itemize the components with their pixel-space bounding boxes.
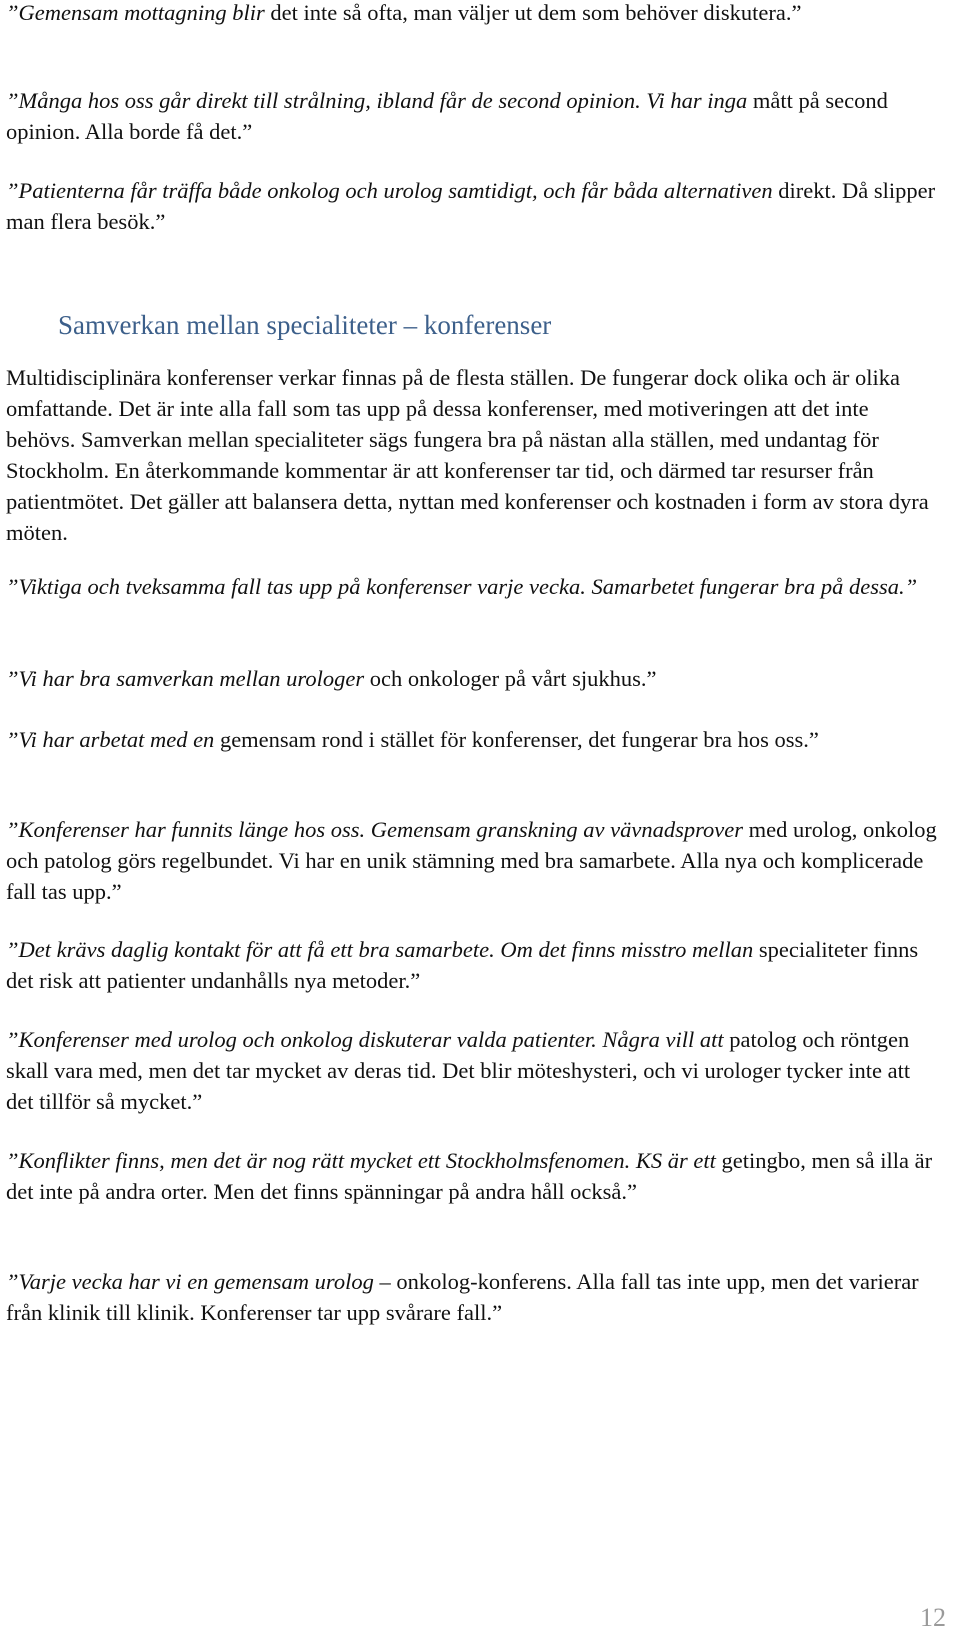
quote-3 [6, 175, 941, 237]
quote-3-italic: ”Patienterna får träffa både onkolog och urolog samtidigt, och får båda alternativen [6, 178, 773, 203]
quote-8-rest: specialiteter finns det risk att patienter undanhålls nya metoder.” [6, 937, 919, 993]
quote-9-rest: patolog och röntgen skall vara med, men det tar mycket av deras tid. Det blir möteshysteri, och vi urologer tycker inte att det tillför så mycket.” [6, 1027, 911, 1114]
section-heading: Samverkan mellan specialiteter – konferenser [58, 310, 552, 340]
quote-9 [6, 1024, 941, 1117]
quote-10 [6, 1145, 941, 1207]
quote-6-italic: ”Vi har arbetat med en [6, 727, 215, 752]
quote-11-rest: – onkolog-konferens. Alla fall tas inte upp, men det varierar från klinik till klinik. Konferenser tar upp svårare fall.” [6, 1269, 919, 1325]
page-number: 12 [920, 1603, 946, 1632]
quote-5-italic: ”Vi har bra samverkan mellan urologer [6, 666, 365, 691]
intro-paragraph [6, 362, 941, 548]
quote-1-rest: det inte så ofta, man väljer ut dem som behöver diskutera.” [264, 0, 802, 25]
quote-7-rest: med urolog, onkolog och patolog görs regelbundet. Vi har en unik stämning med bra samarbete. Alla nya och komplicerade fall tas upp.” [6, 817, 937, 904]
quote-1-italic: ”Gemensam mottagning blir [6, 0, 265, 25]
quote-1 [6, 0, 941, 28]
quote-6-rest: gemensam rond i stället för konferenser, det fungerar bra hos oss.” [214, 727, 819, 752]
quote-4-italic: ”Viktiga och tveksamma fall tas upp på konferenser varje vecka. Samarbetet fungerar bra på dessa.” [6, 574, 918, 599]
quote-9-italic: ”Konferenser med urolog och onkolog diskuterar valda patienter. Några vill att [6, 1027, 724, 1052]
quote-4 [6, 571, 941, 602]
quote-5-rest: och onkologer på vårt sjukhus.” [364, 666, 657, 691]
quote-10-italic: ”Konflikter finns, men det är nog rätt mycket ett Stockholmsfenomen. KS är ett [6, 1148, 716, 1173]
quote-11 [6, 1266, 941, 1328]
quote-7-italic: ”Konferenser har funnits länge hos oss. Gemensam granskning av vävnadsprover [6, 817, 744, 842]
quote-2-rest: mått på second opinion. Alla borde få det.” [6, 88, 888, 144]
quote-8-italic: ”Det krävs daglig kontakt för att få ett bra samarbete. Om det finns misstro mellan [6, 937, 754, 962]
quote-7 [6, 814, 941, 907]
quote-10-rest: getingbo, men så illa är det inte på andra orter. Men det finns spänningar på andra håll också.” [6, 1148, 933, 1204]
quote-11-italic: ”Varje vecka har vi en gemensam urolog [6, 1269, 374, 1294]
quote-2 [6, 85, 941, 147]
quote-2-italic: ”Många hos oss går direkt till strålning, ibland får de second opinion. Vi har inga [6, 88, 748, 113]
quote-8 [6, 934, 941, 996]
quote-6 [6, 724, 941, 755]
quote-5 [6, 663, 941, 694]
quote-3-rest: direkt. Då slipper man flera besök.” [6, 178, 936, 234]
intro-paragraph-text: Multidisciplinära konferenser verkar finnas på de flesta ställen. De fungerar dock olika och är olika omfattande. Det är inte alla fall som tas upp på dessa konferenser, med motiveringen att det inte behövs. Samverkan mellan specialiteter sägs fungera bra på nästan alla ställen, med undantag för Stockholm. En återkommande kommentar är att konferenser tar tid, och därmed tar resurser från patientmötet. Det gäller att balansera detta, nyttan med konferenser och kostnaden i form av stora dyra möten. [6, 365, 929, 545]
